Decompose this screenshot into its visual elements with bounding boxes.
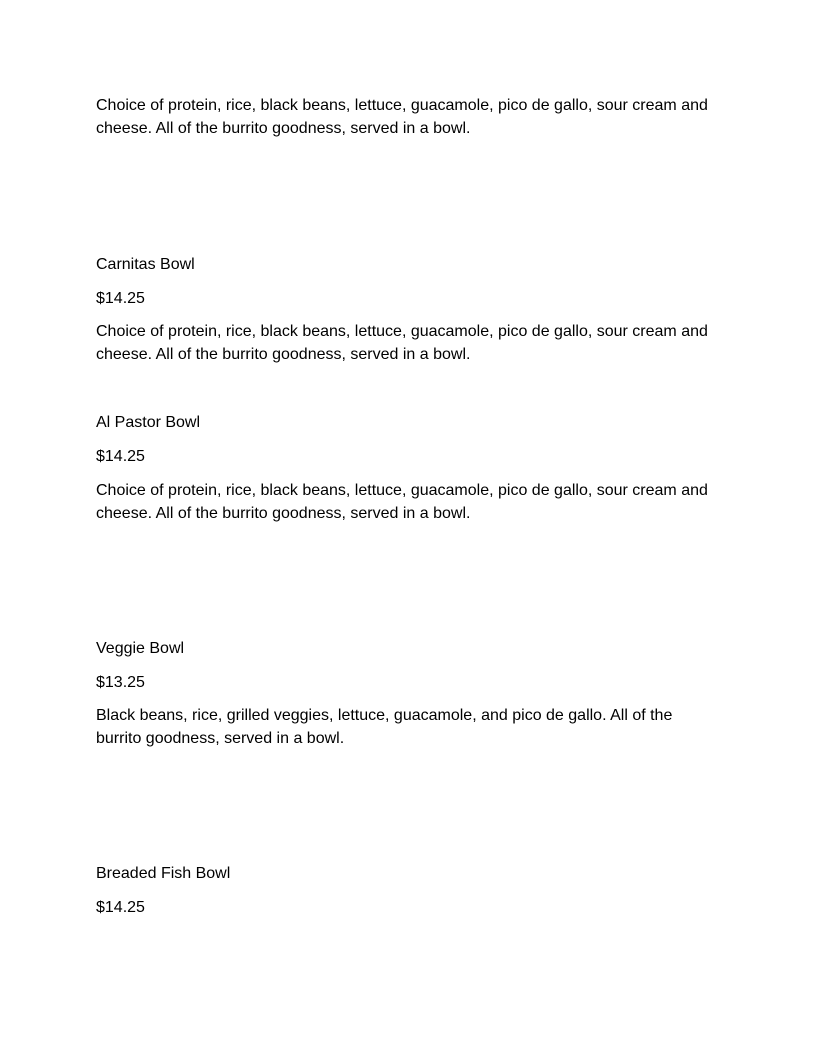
item-description-al-pastor-bowl: Choice of protein, rice, black beans, lettuce, guacamole, pico de gallo, sour cream and cheese. All of the burrito goodness, served in a bowl. xyxy=(96,482,708,522)
item-price-veggie-bowl: $13.25 xyxy=(96,674,145,691)
intro-description: Choice of protein, rice, black beans, lettuce, guacamole, pico de gallo, sour cream and cheese. All of the burrito goodness, served in a bowl. xyxy=(96,97,708,137)
item-title-al-pastor-bowl: Al Pastor Bowl xyxy=(96,414,201,431)
item-title-veggie-bowl: Veggie Bowl xyxy=(96,640,185,657)
item-price-carnitas-bowl: $14.25 xyxy=(96,290,145,307)
item-price-al-pastor-bowl: $14.25 xyxy=(96,448,145,465)
item-price-breaded-fish-bowl: $14.25 xyxy=(96,899,145,916)
item-title-breaded-fish-bowl: Breaded Fish Bowl xyxy=(96,865,231,882)
item-description-veggie-bowl: Black beans, rice, grilled veggies, lettuce, guacamole, and pico de gallo. All of the burrito goodness, served in a bowl. xyxy=(96,707,673,747)
item-title-carnitas-bowl: Carnitas Bowl xyxy=(96,256,195,273)
item-description-carnitas-bowl: Choice of protein, rice, black beans, lettuce, guacamole, pico de gallo, sour cream and cheese. All of the burrito goodness, served in a bowl. xyxy=(96,323,708,363)
